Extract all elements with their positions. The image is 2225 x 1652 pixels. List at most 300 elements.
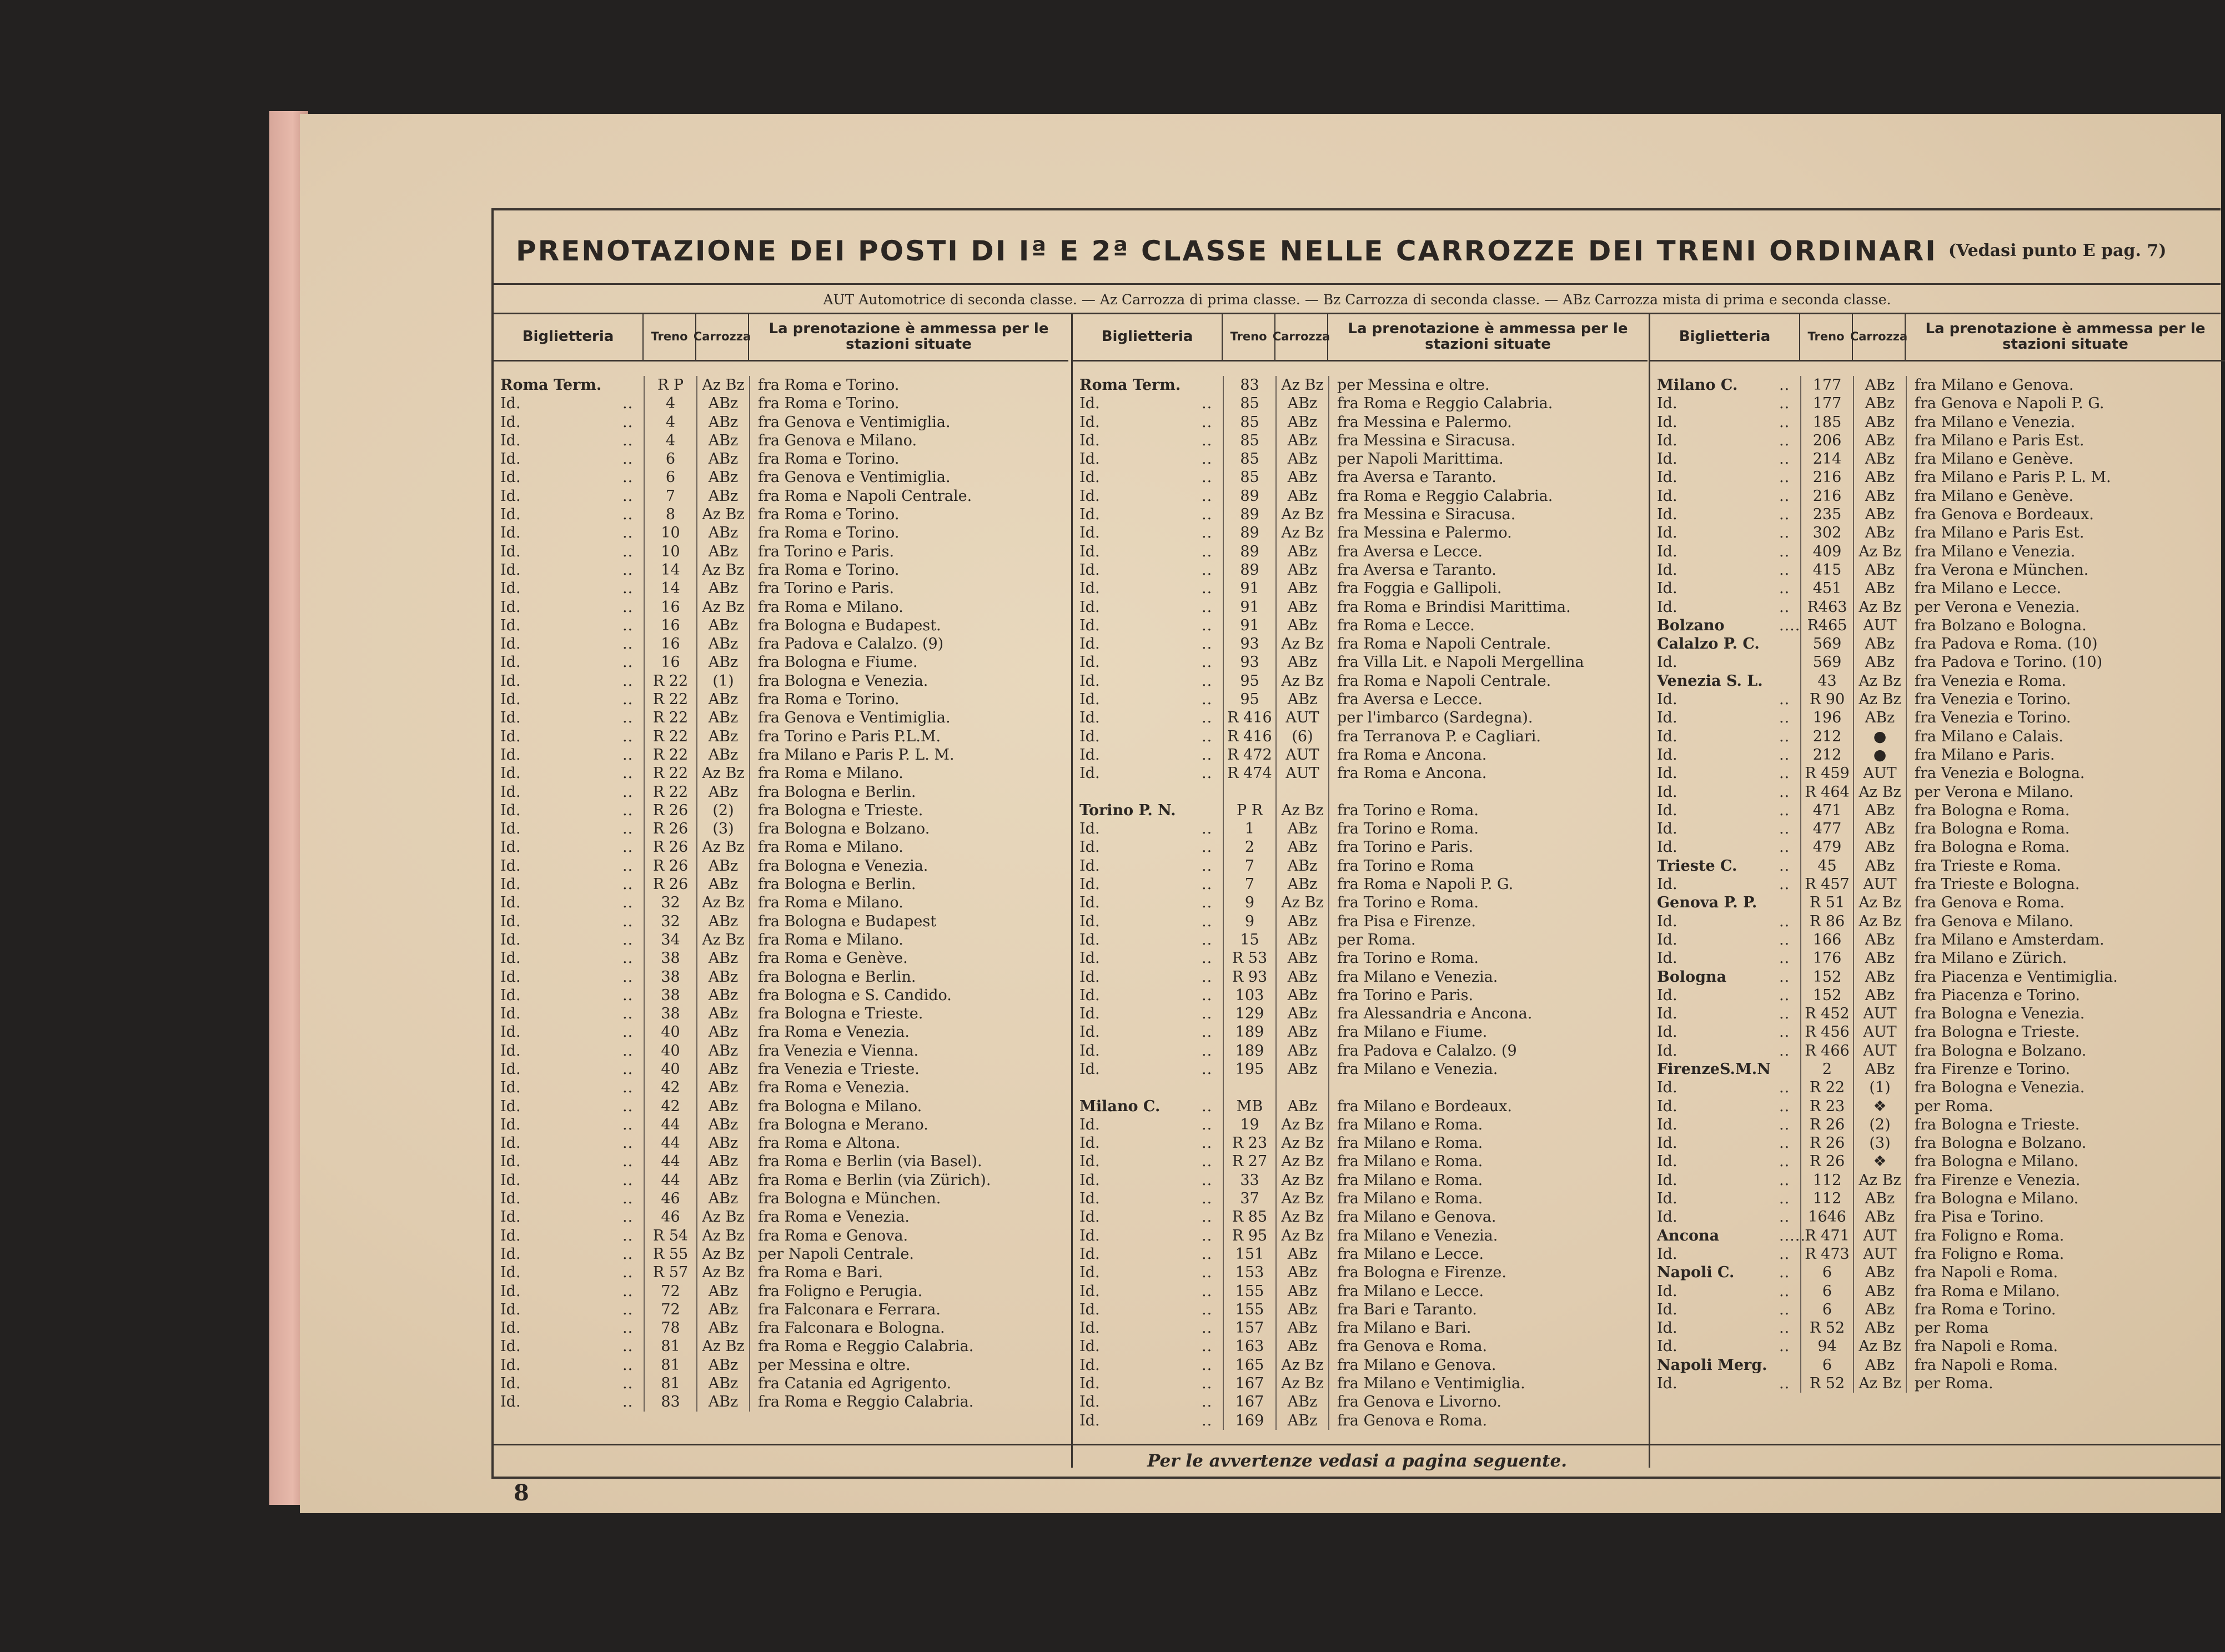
car-cell: ABz: [1853, 1189, 1906, 1208]
route-cell: fra Roma e Torino.: [749, 524, 1068, 542]
train-cell: 7: [644, 487, 696, 505]
station-name: Id.: [1079, 1375, 1100, 1393]
table-row: [1073, 672, 1648, 690]
station-name: Id.: [1079, 820, 1100, 838]
station-cell: [494, 801, 644, 820]
station-name: Id.: [1079, 1412, 1100, 1429]
car-cell: ABz: [1853, 1208, 1906, 1226]
station-leader-dots: ..: [1202, 1393, 1213, 1411]
header-car: Carrozza: [1853, 314, 1906, 361]
car-cell: Az Bz: [1275, 1134, 1328, 1152]
table-row: [494, 1208, 1068, 1226]
station-name: Id.: [1079, 598, 1100, 616]
car-cell: ABz: [1853, 857, 1906, 875]
table-row: [1650, 487, 2225, 505]
car-cell: ABz: [696, 949, 749, 967]
train-cell: P R: [1223, 801, 1275, 820]
car-cell: Az Bz: [1275, 1152, 1328, 1171]
car-cell: Az Bz: [1275, 505, 1328, 524]
train-cell: R 466: [1800, 1042, 1853, 1060]
header-car: Carrozza: [696, 314, 749, 361]
station-cell: [494, 413, 644, 431]
table-row: [1650, 1227, 2225, 1245]
station-leader-dots: ..: [622, 1005, 634, 1023]
station-cell: [1650, 709, 1800, 727]
train-cell: 569: [1800, 653, 1853, 671]
station-cell: [1650, 931, 1800, 949]
station-cell: [1073, 653, 1223, 671]
station-cell: [494, 1263, 644, 1282]
train-cell: R 456: [1800, 1023, 1853, 1041]
station-cell: [494, 579, 644, 597]
station-name: Id.: [1657, 1319, 1677, 1337]
table-row: [1650, 505, 2225, 524]
station-cell: [1073, 1171, 1223, 1189]
station-cell: [1650, 986, 1800, 1005]
car-cell: Az Bz: [1275, 1116, 1328, 1134]
route-cell: fra Padova e Calalzo. (9: [1328, 1042, 1648, 1060]
route-cell: fra Roma e Torino.: [749, 505, 1068, 524]
station-cell: [1073, 1042, 1223, 1060]
station-cell: [1650, 1263, 1800, 1282]
station-leader-dots: ..: [1779, 450, 1790, 468]
route-cell: per Roma.: [1906, 1097, 2225, 1116]
station-name: Id.: [1657, 506, 1677, 524]
car-cell: ABz: [1853, 1300, 1906, 1319]
car-cell: ABz: [696, 1282, 749, 1300]
station-name: Milano C.: [1079, 1097, 1161, 1115]
route-cell: fra Roma e Napoli P. G.: [1328, 875, 1648, 893]
station-leader-dots: ..: [1779, 1042, 1790, 1060]
station-leader-dots: ..: [1202, 746, 1213, 764]
station-leader-dots: ..: [1202, 1116, 1213, 1133]
table-row: [1073, 949, 1648, 967]
train-cell: 157: [1223, 1319, 1275, 1337]
station-name: Id.: [1657, 746, 1677, 764]
route-cell: fra Messina e Palermo.: [1328, 413, 1648, 431]
station-name: Id.: [500, 1097, 521, 1115]
station-name: Id.: [500, 1060, 521, 1078]
route-cell: fra Aversa e Taranto.: [1328, 468, 1648, 486]
legend: AUT Automotrice di seconda classe. — Az Carrozza di prima classe. — Bz Carrozza di seconda classe. — ABz Carrozza mista di prima e seconda classe.: [494, 287, 2221, 314]
car-cell: Az Bz: [1275, 1227, 1328, 1245]
car-cell: ABz: [1275, 468, 1328, 486]
station-name: Id.: [500, 1356, 521, 1374]
table-row: [1073, 543, 1648, 561]
table-row: [1073, 1356, 1648, 1374]
station-name: Id.: [1079, 469, 1100, 486]
station-leader-dots: ..: [1202, 691, 1213, 709]
station-name: Id.: [1657, 1097, 1677, 1115]
station-leader-dots: ..: [1779, 1245, 1790, 1263]
train-cell: 6: [644, 450, 696, 468]
station-cell: [1073, 1116, 1223, 1134]
station-leader-dots: ..: [1779, 986, 1790, 1004]
station-name: Id.: [500, 1264, 521, 1282]
station-name: Id.: [1079, 1023, 1100, 1041]
station-name: Id.: [1657, 413, 1677, 431]
car-cell: ABz: [1275, 1097, 1328, 1116]
table-row: [494, 949, 1068, 967]
route-cell: fra Torino e Roma: [1328, 857, 1648, 875]
route-cell: fra Roma e Milano.: [749, 598, 1068, 616]
station-name: Id.: [500, 1042, 521, 1060]
station-leader-dots: [1779, 653, 1800, 671]
station-leader-dots: ..: [622, 1375, 634, 1393]
train-cell: 415: [1800, 561, 1853, 579]
station-leader-dots: ..: [622, 395, 634, 413]
train-cell: R 54: [644, 1227, 696, 1245]
train-cell: R 26: [644, 801, 696, 820]
station-name: Id.: [1657, 598, 1677, 616]
section-1: [494, 314, 1068, 1468]
route-cell: fra Roma e Milano.: [749, 931, 1068, 949]
station-leader-dots: ..: [1779, 1005, 1790, 1023]
car-cell: ABz: [696, 912, 749, 931]
station-leader-dots: ..: [622, 1319, 634, 1337]
station-cell: [1650, 1245, 1800, 1263]
train-cell: 167: [1223, 1393, 1275, 1411]
train-cell: 83: [644, 1393, 696, 1411]
header-train: Treno: [1223, 314, 1275, 361]
car-cell: ABz: [1853, 505, 1906, 524]
table-row: [1073, 820, 1648, 838]
car-cell: ABz: [696, 1189, 749, 1208]
train-cell: 85: [1223, 413, 1275, 431]
station-name: Id.: [1079, 1356, 1100, 1374]
car-cell: Az Bz: [696, 893, 749, 912]
station-cell: [1073, 543, 1223, 561]
station-cell: [494, 931, 644, 949]
car-cell: Az Bz: [696, 931, 749, 949]
station-cell: [1650, 598, 1800, 616]
station-name: Napoli Merg.: [1657, 1356, 1767, 1374]
route-cell: fra Venezia e Roma.: [1906, 672, 2225, 690]
train-cell: 94: [1800, 1337, 1853, 1355]
station-cell: [1073, 431, 1223, 450]
car-cell: ABz: [1275, 931, 1328, 949]
table-row: [1650, 1060, 2225, 1078]
station-leader-dots: ..: [622, 1338, 634, 1355]
station-leader-dots: ..: [1779, 1190, 1790, 1208]
car-cell: Az Bz: [696, 838, 749, 856]
station-leader-dots: ..: [1779, 876, 1790, 893]
station-name: Id.: [500, 1375, 521, 1393]
station-leader-dots: [1779, 1356, 1800, 1374]
table-row: [1073, 1171, 1648, 1189]
station-name: Id.: [500, 1116, 521, 1133]
table-row: [1650, 431, 2225, 450]
route-cell: fra Bari e Taranto.: [1328, 1300, 1648, 1319]
train-cell: 165: [1223, 1356, 1275, 1374]
station-leader-dots: ..: [1202, 968, 1213, 986]
table-row: [1073, 1263, 1648, 1282]
station-name: Id.: [500, 876, 521, 893]
route-cell: fra Firenze e Venezia.: [1906, 1171, 2225, 1189]
station-name: Id.: [1657, 709, 1677, 727]
route-cell: fra Roma e Venezia.: [749, 1023, 1068, 1041]
train-cell: 155: [1223, 1300, 1275, 1319]
train-cell: 93: [1223, 653, 1275, 671]
station-cell: [1073, 505, 1223, 524]
route-cell: fra Torino e Paris P.L.M.: [749, 727, 1068, 746]
station-name: Id.: [1657, 524, 1677, 542]
station-cell: [494, 1042, 644, 1060]
station-cell: [494, 1282, 644, 1300]
table-row: [1073, 635, 1648, 653]
car-cell: ABz: [1275, 616, 1328, 635]
train-cell: 169: [1223, 1412, 1275, 1430]
station-leader-dots: ..: [622, 727, 634, 745]
car-cell: ABz: [696, 986, 749, 1005]
station-name: Id.: [1079, 1153, 1100, 1171]
train-cell: 89: [1223, 524, 1275, 542]
car-cell: ABz: [1275, 949, 1328, 967]
station-name: Id.: [1079, 1338, 1100, 1355]
station-leader-dots: ..: [622, 1264, 634, 1282]
car-cell: ABz: [1275, 653, 1328, 671]
station-cell: [1650, 1078, 1800, 1097]
station-leader-dots: ..: [622, 894, 634, 912]
station-name: Bolzano: [1657, 616, 1725, 634]
train-cell: 81: [644, 1356, 696, 1374]
car-cell: ABz: [696, 1097, 749, 1116]
station-cell: [1073, 875, 1223, 893]
station-name: Id.: [500, 1190, 521, 1208]
station-name: Id.: [500, 395, 521, 413]
station-cell: [494, 394, 644, 413]
header-station: Biglietteria: [494, 314, 644, 361]
car-cell: ABz: [696, 746, 749, 764]
station-name: Id.: [500, 580, 521, 597]
route-cell: fra Torino e Roma.: [1328, 949, 1648, 967]
train-cell: R 26: [644, 875, 696, 893]
station-leader-dots: ..: [622, 469, 634, 486]
station-leader-dots: ..: [622, 857, 634, 875]
train-cell: 46: [644, 1189, 696, 1208]
station-name: Id.: [1079, 1227, 1100, 1244]
station-name: Id.: [1657, 1023, 1677, 1041]
station-name: Torino P. N.: [1079, 801, 1176, 819]
station-name: Id.: [500, 1300, 521, 1318]
station-cell: [494, 968, 644, 986]
table-row: [1650, 1263, 2225, 1282]
header-station: Biglietteria: [1073, 314, 1223, 361]
car-cell: ABz: [1853, 653, 1906, 671]
table-row: [1073, 1078, 1648, 1097]
route-cell: fra Bologna e Venezia.: [749, 857, 1068, 875]
train-cell: 38: [644, 968, 696, 986]
route-cell: fra Milano e Roma.: [1328, 1171, 1648, 1189]
table-row: [494, 1393, 1068, 1411]
station-leader-dots: [1202, 376, 1223, 394]
car-cell: ABz: [1275, 561, 1328, 579]
station-cell: [1073, 1134, 1223, 1152]
route-cell: fra Torino e Paris.: [749, 579, 1068, 597]
station-cell: [1073, 968, 1223, 986]
car-cell: ABz: [696, 1374, 749, 1393]
car-cell: ABz: [1275, 543, 1328, 561]
route-cell: fra Milano e Genève.: [1906, 487, 2225, 505]
car-cell: ABz: [696, 1116, 749, 1134]
train-cell: 1: [1223, 820, 1275, 838]
table-row: [1073, 1282, 1648, 1300]
station-cell: [494, 1078, 644, 1097]
train-cell: 72: [644, 1300, 696, 1319]
table-row: [1073, 450, 1648, 468]
train-cell: 569: [1800, 635, 1853, 653]
station-name: [1079, 1078, 1202, 1097]
car-cell: ABz: [1853, 1263, 1906, 1282]
station-name: Id.: [1657, 654, 1677, 671]
route-cell: per Verona e Milano.: [1906, 783, 2225, 801]
table-row: [494, 1060, 1068, 1078]
train-cell: 103: [1223, 986, 1275, 1005]
train-cell: R 473: [1800, 1245, 1853, 1263]
station-cell: [1650, 1171, 1800, 1189]
train-cell: 214: [1800, 450, 1853, 468]
station-leader-dots: ..: [1779, 1375, 1790, 1393]
station-name: Id.: [500, 1171, 521, 1189]
station-leader-dots: ..: [1779, 1134, 1790, 1152]
station-cell: [1650, 413, 1800, 431]
table-row: [494, 376, 1068, 394]
route-cell: fra Falconara e Ferrara.: [749, 1300, 1068, 1319]
table-row: [494, 893, 1068, 912]
train-cell: 189: [1223, 1042, 1275, 1060]
train-cell: 7: [1223, 875, 1275, 893]
station-cell: [1073, 524, 1223, 542]
table-row: [1650, 561, 2225, 579]
station-cell: [494, 746, 644, 764]
station-leader-dots: ..: [1202, 950, 1213, 967]
car-cell: ABz: [696, 1152, 749, 1171]
train-cell: R 52: [1800, 1319, 1853, 1337]
station-cell: [494, 672, 644, 690]
station-name: Id.: [1079, 561, 1100, 579]
train-cell: R 26: [1800, 1152, 1853, 1171]
route-cell: per l'imbarco (Sardegna).: [1328, 709, 1648, 727]
station-leader-dots: ..: [622, 1023, 634, 1041]
train-cell: R 22: [644, 746, 696, 764]
station-cell: [1073, 1282, 1223, 1300]
table-row: [1650, 1189, 2225, 1208]
station-name: Id.: [1079, 838, 1100, 856]
station-name: Id.: [500, 931, 521, 948]
train-cell: 409: [1800, 543, 1853, 561]
route-cell: fra Roma e Venezia.: [749, 1078, 1068, 1097]
route-cell: fra Milano e Roma.: [1328, 1152, 1648, 1171]
station-leader-dots: ..: [622, 1116, 634, 1133]
table-row: [1650, 727, 2225, 746]
train-cell: R 51: [1800, 893, 1853, 912]
route-cell: fra Roma e Lecce.: [1328, 616, 1648, 635]
station-cell: [1073, 635, 1223, 653]
table-row: [494, 801, 1068, 820]
station-leader-dots: [1779, 893, 1800, 912]
header-train: Treno: [1800, 314, 1853, 361]
station-cell: [494, 690, 644, 709]
station-cell: [1650, 376, 1800, 394]
station-cell: [1650, 394, 1800, 413]
station-cell: [494, 616, 644, 635]
station-name: Id.: [1657, 783, 1677, 801]
table-row: [494, 672, 1068, 690]
route-cell: fra Bologna e Venezia.: [749, 672, 1068, 690]
train-cell: 34: [644, 931, 696, 949]
route-cell: fra Venezia e Torino.: [1906, 709, 2225, 727]
car-cell: ●: [1853, 746, 1906, 764]
route-cell: fra Bologna e Fiume.: [749, 653, 1068, 671]
station-cell: [1650, 746, 1800, 764]
station-name: Genova P. P.: [1657, 894, 1757, 912]
station-leader-dots: ..: [1202, 487, 1213, 505]
table-row: [1650, 394, 2225, 413]
station-cell: [494, 653, 644, 671]
train-cell: 152: [1800, 986, 1853, 1005]
route-cell: fra Roma e Genova.: [749, 1227, 1068, 1245]
station-leader-dots: ..: [622, 765, 634, 782]
station-leader-dots: [1202, 801, 1223, 820]
table-row: [1073, 413, 1648, 431]
train-cell: 91: [1223, 579, 1275, 597]
station-cell: [1073, 746, 1223, 764]
table-row: [1650, 1208, 2225, 1226]
station-leader-dots: ..: [1202, 598, 1213, 616]
table-row: [1650, 468, 2225, 486]
car-cell: (1): [1853, 1078, 1906, 1097]
station-leader-dots: ..: [1779, 376, 1790, 394]
station-name: Id.: [500, 487, 521, 505]
station-leader-dots: [1779, 672, 1800, 690]
station-name: Id.: [1079, 986, 1100, 1004]
table-row: [1650, 1282, 2225, 1300]
station-name: Id.: [1657, 1245, 1677, 1263]
station-leader-dots: ..: [622, 1356, 634, 1374]
train-cell: 16: [644, 598, 696, 616]
table-row: [494, 450, 1068, 468]
table-row: [1650, 1300, 2225, 1319]
station-leader-dots: ..: [1202, 1319, 1213, 1337]
station-name: Id.: [500, 616, 521, 634]
station-leader-dots: ..: [1779, 746, 1790, 764]
car-cell: Az Bz: [1853, 1374, 1906, 1393]
train-cell: 19: [1223, 1116, 1275, 1134]
route-cell: per Roma: [1906, 1319, 2225, 1337]
car-cell: Az Bz: [1275, 893, 1328, 912]
station-name: Id.: [1657, 1134, 1677, 1152]
station-cell: [1650, 1097, 1800, 1116]
route-cell: fra Bologna e Trieste.: [749, 801, 1068, 820]
station-name: Id.: [1657, 691, 1677, 709]
table-row: [494, 1171, 1068, 1189]
car-cell: ABz: [696, 413, 749, 431]
station-leader-dots: ..: [1202, 1097, 1213, 1115]
car-cell: Az Bz: [1275, 1374, 1328, 1393]
route-cell: fra Milano e Roma.: [1328, 1134, 1648, 1152]
station-leader-dots: ..: [1202, 1208, 1213, 1226]
header-station: Biglietteria: [1650, 314, 1800, 361]
station-leader-dots: ..: [1779, 598, 1790, 616]
table-row: [1650, 857, 2225, 875]
car-cell: (3): [1853, 1134, 1906, 1152]
car-cell: (1): [696, 672, 749, 690]
station-name: Id.: [500, 543, 521, 560]
table-row: [1073, 1337, 1648, 1355]
car-cell: ABz: [696, 690, 749, 709]
route-cell: fra Bologna e Berlin.: [749, 783, 1068, 801]
station-leader-dots: ..: [1202, 876, 1213, 893]
